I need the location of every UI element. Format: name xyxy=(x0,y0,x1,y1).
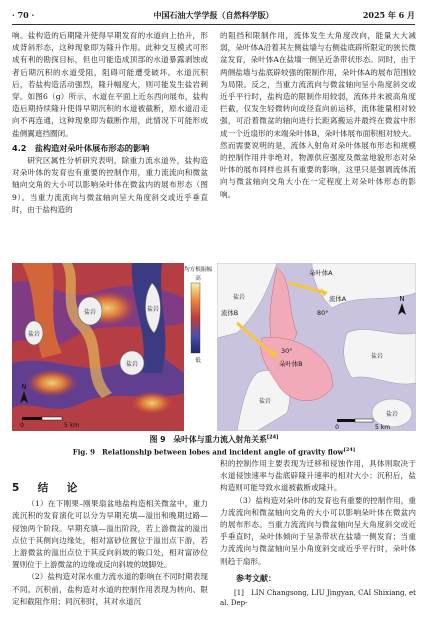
salt-label: 盐岩 xyxy=(258,398,272,405)
salt-label: 盐岩 xyxy=(232,294,246,301)
label-flow-b: 流体B xyxy=(221,309,239,317)
paragraph: 研究区属性分析研究表明，除重力流水道外，盐构造对朵叶体的发育也有重要的控制作用，重力流流向和微盆轴向交角的大小可以影响朵叶体在微盆内的展布形态（图9）。当重力流流向与微盆轴向呈大角度斜交或近乎垂直时，由于盐构造的 xyxy=(12,156,208,214)
section-heading-4-2: 4.2 盐构造对朵叶体展布形态的影响 xyxy=(12,142,150,153)
left-column-top xyxy=(12,30,208,216)
conclusion-1: （1）在下刚果–刚果扇盆地盐构造相关微盆中，重力流沉积的发育演化可以分为早期充填—溢出和晚期过路—侵蚀两个阶段。早期充填—溢出阶段，若上游微盆的溢出点位于其侧向边缘处，相对富砂位置位于溢出点下游，若上游微盆的溢出点位于其反向斜坡的鞍口处，相对富砂位置则位于上游微盆的边缘或反向斜坡的坡脚处。 xyxy=(12,499,208,570)
north-label: N xyxy=(21,383,27,391)
figure-caption-en: Fig. 9 Relationship between lobes and incident angle of gravity flow[24] xyxy=(72,447,356,457)
angle-b: 30° xyxy=(281,347,293,355)
salt-label: 盐岩 xyxy=(146,306,160,313)
section-title-conclusions: 5 结 论 xyxy=(12,482,82,494)
page-number: · 70 · xyxy=(12,10,35,20)
right-column-bottom xyxy=(220,458,416,608)
label-lobe-a: 朵叶体A xyxy=(309,269,333,277)
running-header xyxy=(12,8,415,22)
angle-a: 80° xyxy=(317,309,329,317)
conclusion-3: （3）盐构造对朵叶体的发育也有重要的控制作用，重力流流向和微盆轴向交角的大小可以影响朵叶体在微盆内的展布形态。当重力流流向与微盆轴向呈大角度斜交或近乎垂直时，朵叶体倾向于呈条带状在盐墙一侧发育；当重力流流向与微盆轴向呈小角度斜交或近乎平行时，朵叶体则趋于扇形。 xyxy=(220,495,416,566)
references-title: 参考文献： xyxy=(236,573,276,583)
conclusion-2: （2）盐构造对深水重力流水道的影响在不同时期表现不同。沉积前，盐构造对水道的控制作用表现为转向、限定和截阻作用；同沉积时，其对水道沉 xyxy=(12,572,208,606)
paragraph: 响。盐构造的后期隆升使得早期发育的水道向上抬升，形成背斜形态，这种现象即为隆升作用。此种交互模式可形成有利的勘探目标，但也可能造成顶部的水道暴露剥蚀或者后期沉积的水道受阻，阻碍可能遭受破坏。水道沉积后，若盐构造活动强烈，隆升幅度大，则可能发生盐岩刺穿。如图6（g）所示，水道在平面上近东西向展布，盐构造后期持续隆升使得早期沉积的水道被截断，原水道沿走向不再连通，这种现象即为截断作用，此情况下可能形成盐侧翼遮挡圈闭。 xyxy=(12,31,208,138)
svg-text:0: 0 xyxy=(335,424,339,431)
colorbar-high: 高 xyxy=(195,276,201,282)
rms-amplitude-map xyxy=(12,263,212,431)
issue-date: 2025 年 6 月 xyxy=(362,10,415,20)
colorbar-low: 低 xyxy=(195,358,201,364)
colorbar-title: 均方根振幅 xyxy=(184,267,212,273)
svg-text:N: N xyxy=(399,295,405,303)
paragraph: 的阻挡和限制作用，流体发生大角度改向，能量大大减弱，朵叶体A沿着其左侧盐墙与右侧盐底辟所限定的狭长微盆发育，朵叶体A在盐墙一侧呈近条带状形态。同时，由于两侧盐墙与盐底辟较强的限制作用，朵叶体A的展布范围较为局限。反之，当重力流流向与微盆轴向呈小角度斜交或近乎平行时，盐构造的限制作用较弱，流体并未被高角度拦截，仅发生轻微转向或径直向前运移，流体能量相对较强，可沿着微盆的轴向进行长距离搬运并最终在微盆中形成一个近扇形的末端朵叶体B，朵叶体展布面积相对较大。然而需要说明的是，流体入射角对朵叶体展布形态和规模的控制作用并非绝对，物源供应强度及微盆地貌形态对朵叶体的展布同样也具有重要的影响，这里只是强调流体流向与微盆轴向交角大小在一定程度上对朵叶体形态的影响。 xyxy=(220,31,416,199)
journal-title: 中国石油大学学报（自然科学版） xyxy=(153,10,274,20)
reference-1: [1] LIN Changsong, LIU Jingyan, CAI Shixiang, et al. Dep- xyxy=(220,589,416,608)
paragraph: 积的控制作用主要表现为迁移和侵蚀作用，具体则取决于水道侵蚀速率与盐底辟隆升速率的相对大小；沉积后，盐构造则可能导致水道被截断或隆升。 xyxy=(220,459,416,493)
salt-label: 盐岩 xyxy=(370,353,384,360)
salt-label: 盐岩 xyxy=(385,411,399,418)
salt-label: 盐岩 xyxy=(27,331,41,338)
figure-9 xyxy=(12,263,416,431)
svg-text:5 km: 5 km xyxy=(375,424,391,431)
figure-caption-cn: 图 9 朵叶体与重力流入射角关系[24] xyxy=(149,434,279,444)
conclusions-section xyxy=(12,480,208,608)
color-bar xyxy=(184,265,212,364)
svg-text:5 km: 5 km xyxy=(64,422,80,429)
header-rule xyxy=(12,24,415,25)
label-lobe-b: 朵叶体B xyxy=(279,360,303,368)
lobe-interpretation-map xyxy=(217,263,416,431)
salt-label: 盐岩 xyxy=(125,361,139,368)
svg-text:0: 0 xyxy=(20,422,24,429)
label-flow-a: 流体A xyxy=(329,295,347,303)
salt-label: 盐岩 xyxy=(83,309,97,316)
right-column-top xyxy=(220,30,416,201)
